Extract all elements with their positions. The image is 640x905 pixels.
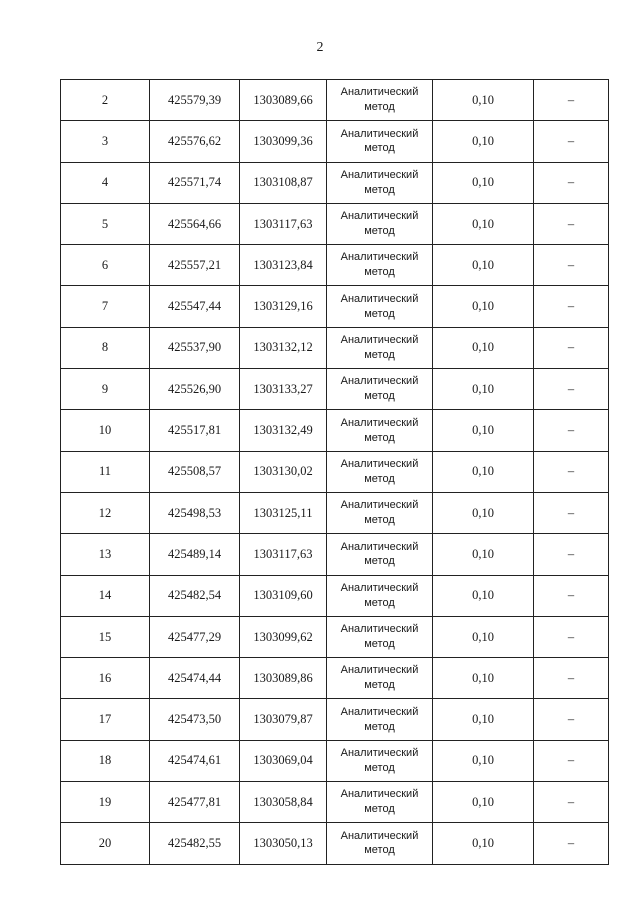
table-row — [61, 575, 609, 616]
accuracy-cell: 0,10 — [433, 286, 534, 327]
y-coordinate-cell: 1303099,62 — [240, 616, 327, 657]
method-line-1: Аналитический — [340, 540, 419, 553]
note-cell: – — [534, 369, 609, 410]
method-line-1: Аналитический — [340, 705, 419, 718]
method-cell — [327, 327, 433, 368]
note-cell: – — [534, 492, 609, 533]
y-coordinate-cell: 1303089,66 — [240, 80, 327, 121]
method-line-1: Аналитический — [340, 788, 419, 801]
table-row — [61, 80, 609, 121]
x-coordinate-cell: 425547,44 — [150, 286, 240, 327]
y-coordinate-cell: 1303079,87 — [240, 699, 327, 740]
method-cell — [327, 658, 433, 699]
accuracy-cell: 0,10 — [433, 245, 534, 286]
x-coordinate-cell: 425579,39 — [150, 80, 240, 121]
note-cell: – — [534, 740, 609, 781]
method-line-2: метод — [364, 101, 395, 114]
note-cell: – — [534, 451, 609, 492]
method-line-2: метод — [364, 472, 395, 485]
y-coordinate-cell: 1303089,86 — [240, 658, 327, 699]
method-line-1: Аналитический — [340, 664, 419, 677]
point-number-cell: 15 — [61, 616, 150, 657]
x-coordinate-cell: 425498,53 — [150, 492, 240, 533]
method-line-2: метод — [364, 638, 395, 650]
x-coordinate-cell: 425477,29 — [150, 616, 240, 657]
method-line-2: метод — [364, 266, 395, 279]
x-coordinate-cell: 425489,14 — [150, 534, 240, 575]
accuracy-cell: 0,10 — [433, 492, 534, 533]
method-cell — [327, 492, 433, 533]
y-coordinate-cell: 1303125,11 — [240, 492, 327, 533]
point-number-cell: 5 — [61, 203, 150, 244]
method-line-2: метод — [364, 142, 395, 155]
note-cell: – — [534, 823, 609, 864]
table-row — [61, 658, 609, 699]
note-cell: – — [534, 327, 609, 368]
note-cell: – — [534, 699, 609, 740]
accuracy-cell: 0,10 — [433, 740, 534, 781]
method-line-2: метод — [364, 307, 395, 320]
x-coordinate-cell: 425482,55 — [150, 823, 240, 864]
table-row — [61, 740, 609, 781]
table-row — [61, 327, 609, 368]
coordinates-table — [60, 79, 609, 865]
method-line-2: метод — [364, 348, 395, 361]
method-cell — [327, 410, 433, 451]
y-coordinate-cell: 1303050,13 — [240, 823, 327, 864]
method-cell — [327, 616, 433, 657]
method-line-1: Аналитический — [340, 457, 419, 470]
table-row — [61, 492, 609, 533]
point-number-cell: 9 — [61, 369, 150, 410]
method-line-1: Аналитический — [340, 210, 419, 223]
table-row — [61, 121, 609, 162]
method-cell — [327, 245, 433, 286]
point-number-cell: 11 — [61, 451, 150, 492]
y-coordinate-cell: 1303132,12 — [240, 327, 327, 368]
accuracy-cell: 0,10 — [433, 121, 534, 162]
method-cell — [327, 121, 433, 162]
method-cell — [327, 203, 433, 244]
table-row — [61, 369, 609, 410]
note-cell: – — [534, 286, 609, 327]
method-line-2: метод — [364, 596, 395, 609]
x-coordinate-cell: 425477,81 — [150, 782, 240, 823]
method-line-1: Аналитический — [340, 581, 419, 594]
method-line-2: метод — [364, 431, 395, 444]
x-coordinate-cell: 425482,54 — [150, 575, 240, 616]
point-number-cell: 20 — [61, 823, 150, 864]
table-row — [61, 162, 609, 203]
x-coordinate-cell: 425526,90 — [150, 369, 240, 410]
coordinates-table-body — [61, 80, 609, 865]
point-number-cell: 12 — [61, 492, 150, 533]
table-row — [61, 616, 609, 657]
table-row — [61, 410, 609, 451]
point-number-cell: 14 — [61, 575, 150, 616]
accuracy-cell: 0,10 — [433, 327, 534, 368]
x-coordinate-cell: 425564,66 — [150, 203, 240, 244]
y-coordinate-cell: 1303130,02 — [240, 451, 327, 492]
x-coordinate-cell: 425571,74 — [150, 162, 240, 203]
table-row — [61, 782, 609, 823]
y-coordinate-cell: 1303117,63 — [240, 203, 327, 244]
method-line-2: метод — [364, 555, 395, 568]
method-line-2: метод — [364, 514, 395, 527]
method-cell — [327, 740, 433, 781]
method-cell — [327, 823, 433, 864]
y-coordinate-cell: 1303058,84 — [240, 782, 327, 823]
x-coordinate-cell: 425508,57 — [150, 451, 240, 492]
note-cell: – — [534, 782, 609, 823]
accuracy-cell: 0,10 — [433, 575, 534, 616]
y-coordinate-cell: 1303117,63 — [240, 534, 327, 575]
method-cell — [327, 782, 433, 823]
method-line-1: Аналитический — [340, 499, 419, 512]
method-line-1: Аналитический — [340, 334, 419, 347]
method-line-2: метод — [364, 225, 395, 238]
y-coordinate-cell: 1303069,04 — [240, 740, 327, 781]
note-cell: – — [534, 80, 609, 121]
x-coordinate-cell: 425474,44 — [150, 658, 240, 699]
table-row — [61, 534, 609, 575]
x-coordinate-cell: 425537,90 — [150, 327, 240, 368]
point-number-cell: 10 — [61, 410, 150, 451]
method-line-1: Аналитический — [340, 251, 419, 264]
y-coordinate-cell: 1303133,27 — [240, 369, 327, 410]
accuracy-cell: 0,10 — [433, 162, 534, 203]
method-line-1: Аналитический — [340, 86, 419, 99]
method-line-1: Аналитический — [340, 292, 419, 305]
accuracy-cell: 0,10 — [433, 369, 534, 410]
method-cell — [327, 162, 433, 203]
accuracy-cell: 0,10 — [433, 451, 534, 492]
table-row — [61, 823, 609, 864]
method-line-2: метод — [364, 720, 395, 733]
accuracy-cell: 0,10 — [433, 410, 534, 451]
accuracy-cell: 0,10 — [433, 782, 534, 823]
method-line-1: Аналитический — [340, 168, 419, 181]
method-line-2: метод — [364, 844, 395, 857]
method-line-1: Аналитический — [340, 747, 419, 760]
method-cell — [327, 80, 433, 121]
note-cell: – — [534, 616, 609, 657]
x-coordinate-cell: 425557,21 — [150, 245, 240, 286]
accuracy-cell: 0,10 — [433, 203, 534, 244]
note-cell: – — [534, 162, 609, 203]
table-row — [61, 699, 609, 740]
note-cell: – — [534, 575, 609, 616]
method-line-1: Аналитический — [340, 623, 419, 636]
point-number-cell: 6 — [61, 245, 150, 286]
note-cell: – — [534, 121, 609, 162]
table-row — [61, 203, 609, 244]
point-number-cell: 8 — [61, 327, 150, 368]
method-line-1: Аналитический — [340, 375, 419, 388]
x-coordinate-cell: 425517,81 — [150, 410, 240, 451]
point-number-cell: 17 — [61, 699, 150, 740]
y-coordinate-cell: 1303132,49 — [240, 410, 327, 451]
y-coordinate-cell: 1303123,84 — [240, 245, 327, 286]
method-line-1: Аналитический — [340, 127, 419, 140]
table-row — [61, 451, 609, 492]
method-line-2: метод — [364, 761, 395, 774]
x-coordinate-cell: 425473,50 — [150, 699, 240, 740]
method-line-1: Аналитический — [340, 416, 419, 429]
point-number-cell: 13 — [61, 534, 150, 575]
table-row — [61, 286, 609, 327]
accuracy-cell: 0,10 — [433, 823, 534, 864]
accuracy-cell: 0,10 — [433, 616, 534, 657]
note-cell: – — [534, 658, 609, 699]
x-coordinate-cell: 425576,62 — [150, 121, 240, 162]
method-cell — [327, 575, 433, 616]
y-coordinate-cell: 1303129,16 — [240, 286, 327, 327]
method-cell — [327, 286, 433, 327]
y-coordinate-cell: 1303108,87 — [240, 162, 327, 203]
note-cell: – — [534, 203, 609, 244]
method-cell — [327, 451, 433, 492]
note-cell: – — [534, 245, 609, 286]
point-number-cell: 16 — [61, 658, 150, 699]
method-cell — [327, 369, 433, 410]
point-number-cell: 3 — [61, 121, 150, 162]
accuracy-cell: 0,10 — [433, 658, 534, 699]
method-line-2: метод — [364, 803, 395, 816]
accuracy-cell: 0,10 — [433, 534, 534, 575]
y-coordinate-cell: 1303099,36 — [240, 121, 327, 162]
note-cell: – — [534, 410, 609, 451]
x-coordinate-cell: 425474,61 — [150, 740, 240, 781]
accuracy-cell: 0,10 — [433, 699, 534, 740]
point-number-cell: 7 — [61, 286, 150, 327]
point-number-cell: 4 — [61, 162, 150, 203]
method-line-2: метод — [364, 390, 395, 403]
method-cell — [327, 699, 433, 740]
note-cell: – — [534, 534, 609, 575]
point-number-cell: 19 — [61, 782, 150, 823]
point-number-cell: 2 — [61, 80, 150, 121]
method-line-2: метод — [364, 183, 395, 196]
method-line-2: метод — [364, 679, 395, 692]
method-line-1: Аналитический — [340, 829, 419, 842]
method-cell — [327, 534, 433, 575]
page-number: 2 — [316, 40, 324, 55]
y-coordinate-cell: 1303109,60 — [240, 575, 327, 616]
table-row — [61, 245, 609, 286]
accuracy-cell: 0,10 — [433, 80, 534, 121]
point-number-cell: 18 — [61, 740, 150, 781]
